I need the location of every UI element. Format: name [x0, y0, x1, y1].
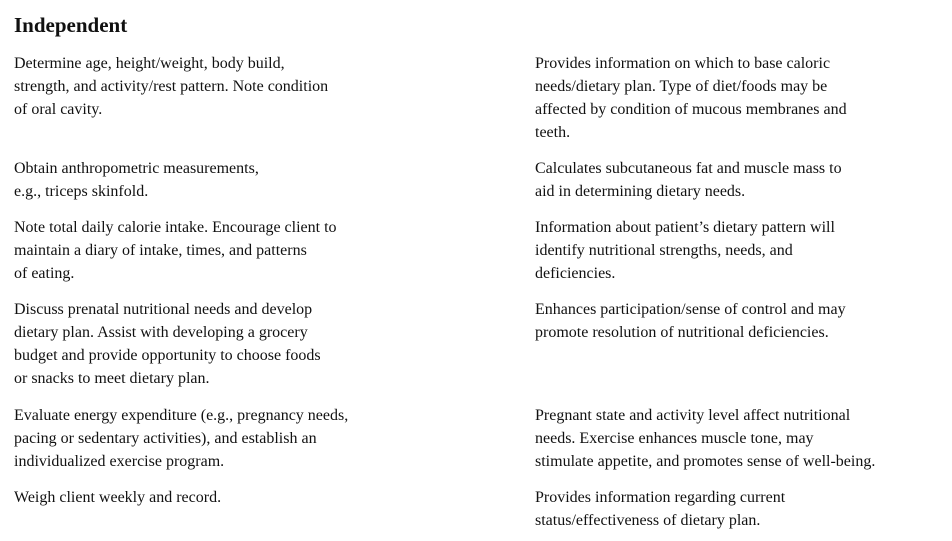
intervention-text: Determine age, height/weight, body build, strength, and activity/rest pattern. Note condition of oral cavity.: [14, 55, 329, 118]
rationale-text: Calculates subcutaneous fat and muscle mass to aid in determining dietary needs.: [535, 160, 842, 200]
intervention-text: Weigh client weekly and record.: [14, 489, 222, 506]
intervention-text: Obtain anthropometric measurements, e.g., triceps skinfold.: [14, 160, 259, 200]
rationale-text: Pregnant state and activity level affect nutritional needs. Exercise enhances muscle tone, may stimulate appetite, and promotes sense of well-being.: [535, 407, 876, 470]
section-heading: Independent: [14, 13, 128, 37]
intervention-text: Discuss prenatal nutritional needs and develop dietary plan. Assist with developing a grocery budget and provide opportunity to choose foods or snacks to meet dietary plan.: [14, 301, 321, 387]
rationale-text: Enhances participation/sense of control and may promote resolution of nutritional deficiencies.: [535, 301, 846, 341]
intervention-text: Note total daily calorie intake. Encourage client to maintain a diary of intake, times, and patterns of eating.: [14, 219, 337, 282]
rationale-text: Information about patient’s dietary pattern will identify nutritional strengths, needs, and deficiencies.: [535, 219, 835, 282]
rationale-text: Provides information on which to base caloric needs/dietary plan. Type of diet/foods may be affected by condition of mucous membranes and teeth.: [535, 55, 847, 141]
intervention-text: Evaluate energy expenditure (e.g., pregnancy needs, pacing or sedentary activities), and establish an individualized exercise program.: [14, 407, 349, 470]
rationale-text: Provides information regarding current status/effectiveness of dietary plan.: [535, 489, 786, 529]
